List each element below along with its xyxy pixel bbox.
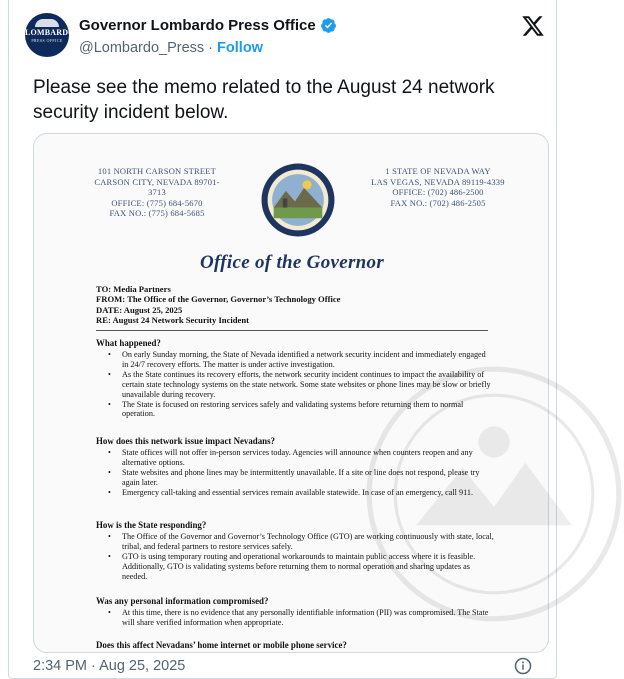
handle[interactable]: @Lombardo_Press — [79, 40, 205, 56]
display-name[interactable]: Governor Lombardo Press Office — [79, 17, 316, 34]
address-left — [92, 166, 222, 219]
avatar-text: LOMBARDO — [25, 28, 75, 37]
memo-title: Office of the Governor — [199, 252, 385, 273]
section-bullets — [108, 532, 494, 582]
address-line: LAS VEGAS, NEVADA 89119-4339 — [371, 176, 505, 187]
follow-button[interactable]: Follow — [217, 40, 263, 56]
address-line: CARSON CITY, NEVADA 89701-3713 — [94, 176, 220, 197]
bullet-item: • State websites and phone lines may be intermittently unavailable. If a site or line does not respond, please try again later. — [108, 468, 494, 488]
section-bullets — [108, 350, 494, 419]
memo-document — [34, 134, 550, 654]
verified-badge-icon — [320, 17, 337, 34]
section-bullets — [108, 608, 494, 628]
address-line: 1 STATE OF NEVADA WAY — [385, 166, 491, 176]
memo-image[interactable] — [33, 133, 549, 653]
section-heading: How does this network issue impact Nevadans? — [96, 436, 275, 446]
section-heading: Does this affect Nevadans’ home internet or mobile phone service? — [96, 640, 347, 650]
address-line: OFFICE: (702) 486-2500 — [392, 187, 484, 197]
meta-line: DATE: August 25, 2025 — [96, 304, 183, 315]
address-right — [368, 166, 508, 208]
section-heading: What happened? — [96, 338, 161, 348]
section-heading: Was any personal information compromised? — [96, 596, 269, 606]
section-heading: How is the State responding? — [96, 520, 207, 530]
post-card — [8, 0, 557, 679]
x-logo-icon[interactable] — [521, 14, 545, 38]
handle-row — [79, 40, 263, 56]
meta-line: RE: August 24 Network Security Incident — [96, 315, 250, 326]
memo-meta — [96, 284, 340, 326]
bullet-item: • Emergency call-taking and essential services remain available statewide. In case of an emergency, call 911. — [108, 488, 494, 498]
avatar-subtext: PRESS OFFICE — [31, 38, 63, 43]
address-line: 101 NORTH CARSON STREET — [97, 166, 217, 176]
meta-line: TO: Media Partners — [96, 284, 171, 294]
section-bullets — [108, 448, 494, 498]
address-line: OFFICE: (775) 684-5670 — [111, 197, 203, 208]
address-line: FAX NO.: (702) 486-2505 — [390, 197, 486, 208]
meta-line: FROM: The Office of the Governor, Governor’s Technology Office — [96, 294, 341, 305]
post-text: Please see the memo related to the August 24 network security incident below. — [33, 77, 495, 123]
divider — [96, 330, 488, 331]
bullet-item: • The State is focused on restoring services safely and validating systems before returning them to normal operation. — [108, 400, 494, 420]
bullet-item: • As the State continues its recovery efforts, the network security incident continues to impact the availability of certain state technology systems on the state network. Some state websites or phone lines may be slow or briefly unavailable during recovery. — [108, 370, 494, 400]
name-row — [79, 17, 337, 34]
avatar[interactable] — [25, 13, 75, 57]
nevada-state-seal-icon — [260, 162, 336, 238]
bullet-item: • At this time, there is no evidence that any personally identifiable information (PII) was compromised. The State will share verified information when appropriate. — [108, 608, 494, 628]
info-icon[interactable] — [514, 657, 532, 675]
post-timestamp[interactable]: 2:34 PM · Aug 25, 2025 — [33, 658, 186, 674]
bullet-item: • The Office of the Governor and Governor’s Technology Office (GTO) are working continuously with state, local, tribal, and federal partners to restore services safely. — [108, 532, 494, 552]
bullet-item: • GTO is using temporary routing and operational workarounds to maintain public access where it is feasible. Additionally, GTO is validating systems before returning them to normal operation and sharing updates as needed. — [108, 552, 494, 582]
separator: · — [208, 40, 214, 56]
bullet-item: • On early Sunday morning, the State of Nevada identified a network security incident and immediately engaged in 24/7 recovery efforts. The matter is under active investigation. — [108, 350, 494, 370]
bullet-item: • State offices will not offer in-person services today. Agencies will announce when counters reopen and any alternative options. — [108, 448, 494, 468]
address-line: FAX NO.: (775) 684-5685 — [109, 208, 205, 218]
avatar-dome-shape — [35, 19, 59, 27]
post-header — [25, 10, 545, 58]
